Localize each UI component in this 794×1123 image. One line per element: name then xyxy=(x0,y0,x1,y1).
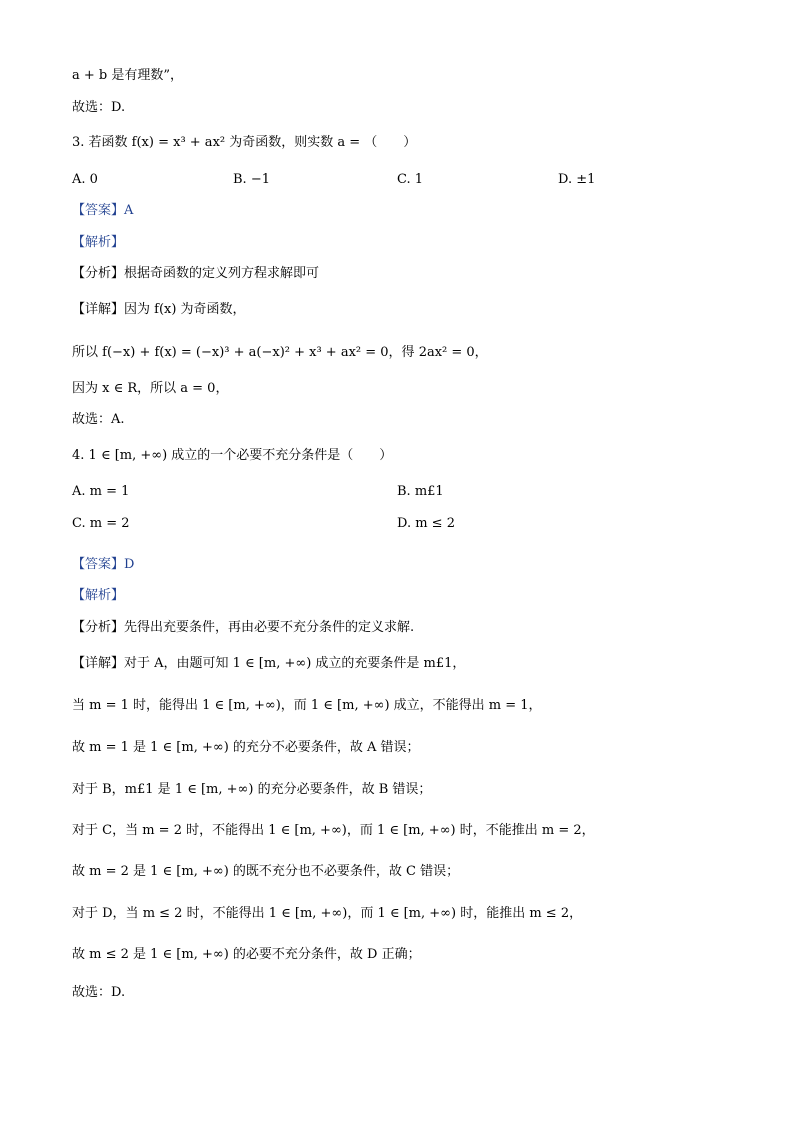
detail-text: 所以 f(−x) + f(x) = (−x)³ + a(−x)² + x³ + ax² = 0，得 2ax² = 0， xyxy=(72,345,488,360)
question-3-stem: 3. 若函数 f(x) = x³ + ax² 为奇函数，则实数 a = （ ） xyxy=(72,135,417,150)
detail-text: 【详解】因为 f(x) 为奇函数， xyxy=(72,302,246,317)
text-line: 故选：D. xyxy=(72,100,126,115)
detail-text: 对于 C，当 m = 2 时，不能得出 1 ∈ [m, +∞)，而 1 ∈ [m, +∞) 时，不能推出 m = 2， xyxy=(72,823,595,838)
answer-label: 【答案】D xyxy=(72,557,135,572)
detail-text: 故 m ≤ 2 是 1 ∈ [m, +∞) 的必要不充分条件，故 D 正确； xyxy=(72,947,421,962)
q3-option-c: C. 1 xyxy=(397,172,424,187)
detail-text: 故 m = 2 是 1 ∈ [m, +∞) 的既不充分也不必要条件，故 C 错误； xyxy=(72,864,460,879)
q3-option-b: B. −1 xyxy=(233,172,270,187)
analysis-label: 【解析】 xyxy=(72,235,125,250)
analysis-text: 【分析】先得出充要条件，再由必要不充分条件的定义求解. xyxy=(72,620,415,635)
q4-option-b: B. m£1 xyxy=(397,484,444,499)
answer-label: 【答案】A xyxy=(72,203,134,218)
analysis-label: 【解析】 xyxy=(72,588,125,603)
detail-text: 当 m = 1 时，能得出 1 ∈ [m, +∞)，而 1 ∈ [m, +∞) 成立，不能得出 m = 1， xyxy=(72,698,542,713)
q3-option-a: A. 0 xyxy=(72,172,98,187)
q3-option-d: D. ±1 xyxy=(558,172,596,187)
q4-option-d: D. m ≤ 2 xyxy=(397,516,455,531)
detail-text: 故 m = 1 是 1 ∈ [m, +∞) 的充分不必要条件，故 A 错误； xyxy=(72,740,420,755)
text-line: a + b 是有理数”， xyxy=(72,68,184,83)
detail-text: 对于 B，m£1 是 1 ∈ [m, +∞) 的充分必要条件，故 B 错误； xyxy=(72,782,432,797)
question-4-stem: 4. 1 ∈ [m, +∞) 成立的一个必要不充分条件是（ ） xyxy=(72,448,393,463)
q4-option-a: A. m = 1 xyxy=(72,484,130,499)
detail-text: 因为 x ∈ R，所以 a = 0， xyxy=(72,381,229,396)
analysis-text: 【分析】根据奇函数的定义列方程求解即可 xyxy=(72,266,320,281)
detail-text: 【详解】对于 A，由题可知 1 ∈ [m, +∞) 成立的充要条件是 m£1， xyxy=(72,656,466,671)
text-line: 故选：D. xyxy=(72,985,126,1000)
q4-option-c: C. m = 2 xyxy=(72,516,130,531)
detail-text: 对于 D，当 m ≤ 2 时，不能得出 1 ∈ [m, +∞)，而 1 ∈ [m, +∞) 时，能推出 m ≤ 2， xyxy=(72,906,583,921)
text-line: 故选：A. xyxy=(72,412,125,427)
